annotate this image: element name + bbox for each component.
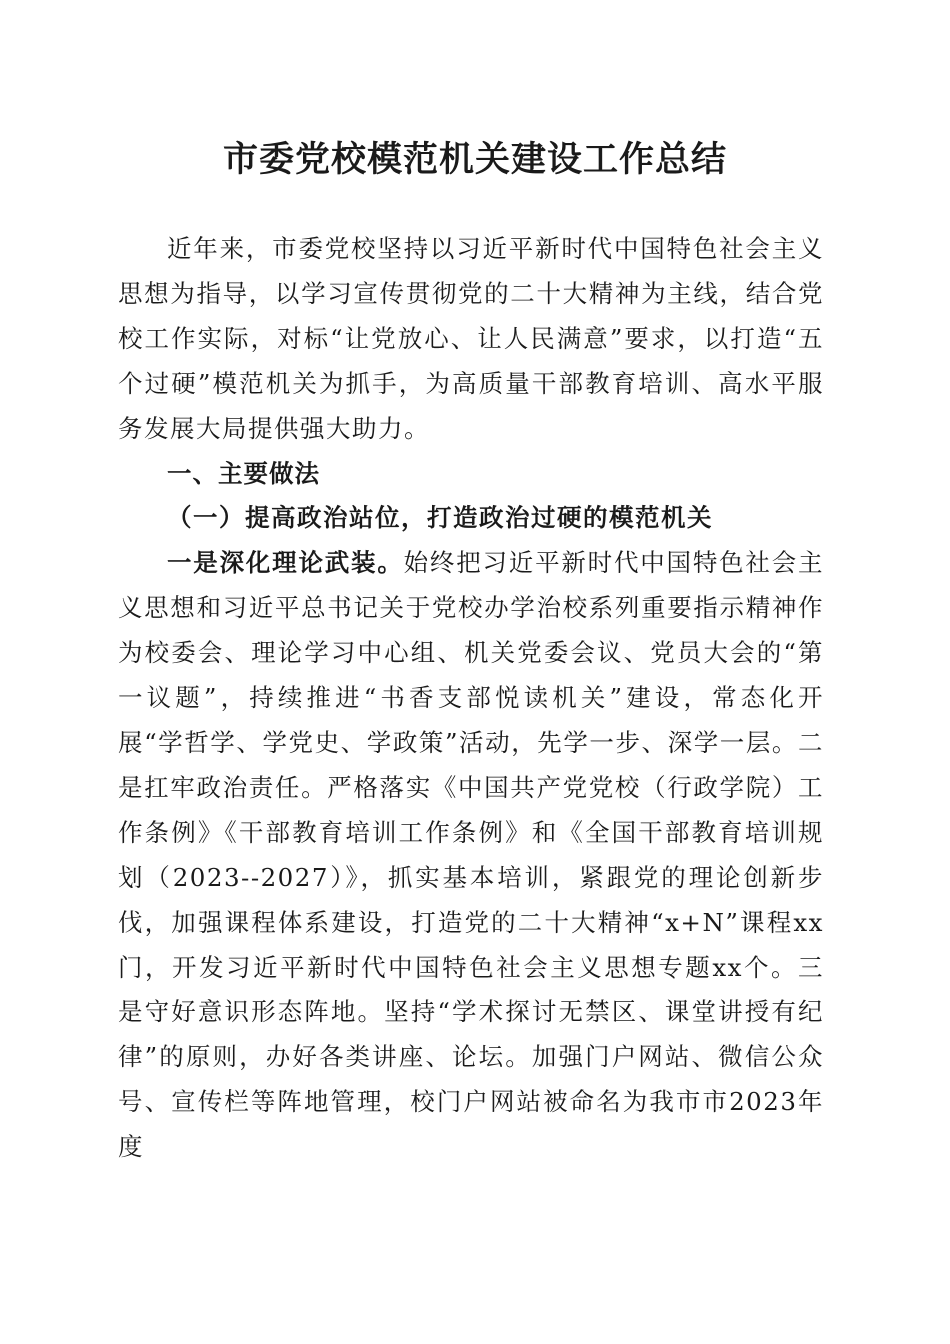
- subsection-heading: （一）提高政治站位，打造政治过硬的模范机关: [167, 503, 713, 533]
- point-lead-3: 三是守好意识形态阵地。: [118, 952, 824, 1027]
- point-text-2: 严格落实《中国共产党党校（行政学院）工作条例》《干部教育培训工作条例》和《全国干部教育培训规划（2023--2027）》，抓实基本培训，紧跟党的理论创新步伐，加强课程体系建设，打造党的二十大精神“x+N”课程xx门，开发习近平新时代中国特色社会主义思想专题xx个。: [118, 772, 825, 982]
- body-paragraph: [118, 541, 824, 1170]
- document-body: [118, 227, 824, 1170]
- point-text-1: 始终把习近平新时代中国特色社会主义思想和习近平总书记关于党校办学治校系列重要指示精神作为校委会、理论学习中心组、机关党委会议、党员大会的“第一议题”，持续推进“书香支部悦读机关”建设，常态化开展“学哲学、学党史、学政策”活动，先学一步、深学一层。: [118, 548, 824, 757]
- point-lead-1: 一是深化理论武装。: [167, 548, 404, 578]
- section-heading: 一、主要做法: [167, 458, 320, 488]
- document-title: 市委党校模范机关建设工作总结: [222, 140, 727, 180]
- point-lead-2: 二是扛牢政治责任。: [118, 727, 824, 802]
- point-text-3: 坚持“学术探讨无禁区、课堂讲授有纪律”的原则，办好各类讲座、论坛。加强门户网站、微信公众号、宣传栏等阵地管理，校门户网站被命名为我市市2023年度: [118, 997, 825, 1162]
- intro-paragraph: 近年来，市委党校坚持以习近平新时代中国特色社会主义思想为指导，以学习宣传贯彻党的二十大精神为主线，结合党校工作实际，对标“让党放心、让人民满意”要求，以打造“五个过硬”模范机关为抓手，为高质量干部教育培训、高水平服务发展大局提供强大助力。: [118, 234, 824, 443]
